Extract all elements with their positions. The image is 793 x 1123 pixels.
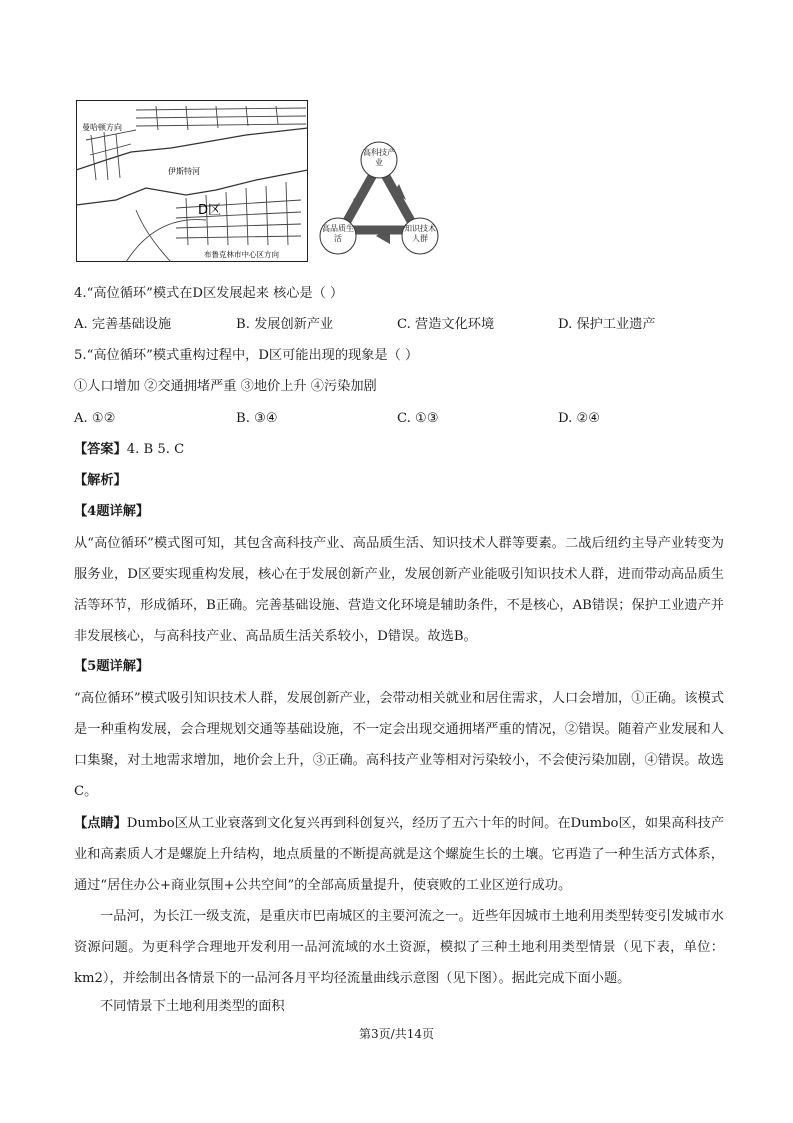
comment-label: 【点睛】 [74, 816, 127, 831]
next-question-intro: 一品河，为长江一级支流，是重庆市巴南城区的主要河流之一。近些年因城市土地利用类型转变引发城市水资源问题。为更科学合理地开发利用一品河流域的水土资源，模拟了三种土地利用类型情景（见下表，单位：km2），并绘制出各情景下的一品河各月平均径流量曲线示意图（见下图）。据此完成下面小题。 [74, 909, 724, 986]
comment-paragraph [74, 808, 724, 901]
q4-option-d[interactable]: D. 保护工业遗产 [558, 317, 656, 332]
answer-label: 【答案】 [74, 442, 127, 457]
q4-detail-label: 【4题详解】 [74, 504, 150, 519]
map-label-district: D区 [198, 203, 222, 218]
q4-stem: 4.“高位循环”模式在D区发展起来 核心是（ ） [74, 286, 344, 301]
q4-option-c[interactable]: C. 营造文化环境 [397, 317, 495, 332]
q5-stem: 5.“高位循环”模式重构过程中，D区可能出现的现象是（ ） [74, 348, 419, 363]
cycle-node-quality-life: 高品质生活 [322, 224, 354, 243]
high-cycle-model-figure [316, 140, 442, 266]
comment-text: Dumbo区从工业衰落到文化复兴再到科创复兴，经历了五六十年的时间。在Dumbo区，如果高科技产业和高素质人才是螺旋上升结构，地点质量的不断提高就是这个螺旋生长的土壤。它再造了一种生活方式体系，通过“居住办公+商业氛围+公共空间”的全部高质量提升，使衰败的工业区逆行成功。 [74, 816, 725, 893]
cycle-node-high-tech: 高科技产业 [363, 148, 395, 167]
table-title: 不同情景下土地利用类型的面积 [100, 999, 285, 1014]
q5-detail-label: 【5题详解】 [74, 659, 150, 674]
q4-option-a[interactable]: A. 完善基础设施 [74, 317, 172, 332]
answer-line [74, 441, 184, 459]
q5-option-d[interactable]: D. ②④ [558, 411, 601, 426]
analysis-label: 【解析】 [74, 473, 127, 488]
q5-detail-text: “高位循环”模式吸引知识技术人群，发展创新产业，会带动相关就业和居住需求，人口会增加，①正确。该模式是一种重构发展，会合理规划交通等基础设施，不一定会出现交通拥堵严重的情况，②错误。随着产业发展和人口集聚，对土地需求增加，地价会上升，③正确。高科技产业等相对污染较小，不会使污染加剧，④错误。故选C。 [74, 691, 724, 799]
map-label-river: 伊斯特河 [168, 167, 200, 176]
q4-option-b[interactable]: B. 发展创新产业 [236, 317, 334, 332]
q5-option-b[interactable]: B. ③④ [236, 411, 278, 426]
map-label-brooklyn: 布鲁克林市中心区方向 [204, 250, 279, 259]
page-footer: 第3页/共14页 [359, 1027, 434, 1041]
q5-items: ①人口增加 ②交通拥堵严重 ③地价上升 ④污染加剧 [74, 379, 377, 394]
answer-text: 4. B 5. C [126, 442, 185, 457]
map-label-manhattan: 曼哈顿方向 [82, 123, 122, 132]
district-map-figure [76, 100, 308, 262]
q5-option-a[interactable]: A. ①② [74, 411, 116, 426]
cycle-node-knowledge-workers: 知识技术人群 [404, 224, 436, 243]
q5-option-c[interactable]: C. ①③ [397, 411, 439, 426]
q4-detail-text: 从“高位循环”模式图可知，其包含高科技产业、高品质生活、知识技术人群等要素。二战后纽约主导产业转变为服务业，D区要实现重构发展，核心在于发展创新产业，发展创新产业能吸引知识技术人群，进而带动高品质生活等环节，形成循环，B正确。完善基础设施、营造文化环境是辅助条件，不是核心，AB错误；保护工业遗产并非发展核心，与高科技产业、高品质生活关系较小，D错误。故选B。 [74, 536, 724, 644]
